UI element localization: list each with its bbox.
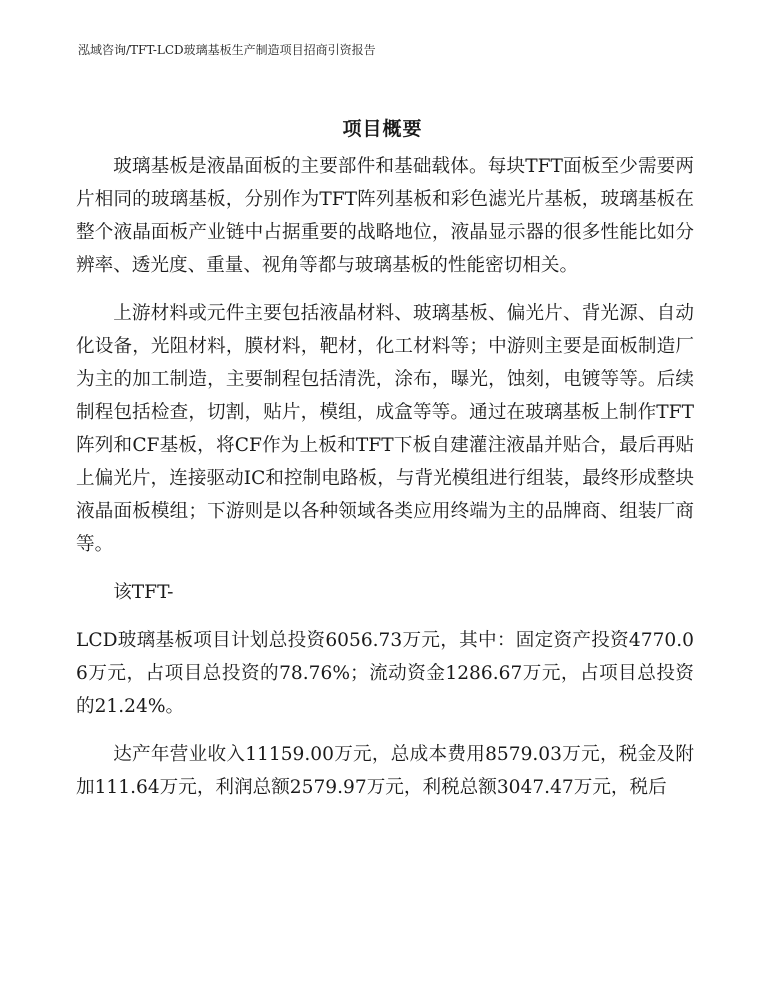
body-text	[76, 150, 694, 819]
section-title: 项目概要	[342, 118, 423, 140]
paragraph-investment: LCD玻璃基板项目计划总投资6056.73万元，其中：固定资产投资4770.06万元，占项目总投资的78.76%；流动资金1286.67万元，占项目总投资的21.24%。	[76, 630, 694, 717]
running-header: 泓域咨询/TFT-LCD玻璃基板生产制造项目招商引资报告	[78, 43, 376, 57]
paragraph-glass-substrate: 玻璃基板是液晶面板的主要部件和基础载体。每块TFT面板至少需要两片相同的玻璃基板，分别作为TFT阵列基板和彩色滤光片基板，玻璃基板在整个液晶面板产业链中占据重要的战略地位，液晶显示器的很多性能比如分辨率、透光度、重量、视角等都与玻璃基板的性能密切相关。	[76, 156, 694, 276]
paragraph-revenue: 达产年营业收入11159.00万元，总成本费用8579.03万元，税金及附加111.64万元，利润总额2579.97万元，利税总额3047.47万元，税后	[76, 744, 694, 798]
paragraph-project-intro: 该TFT-	[113, 582, 174, 603]
paragraph-industry-chain: 上游材料或元件主要包括液晶材料、玻璃基板、偏光片、背光源、自动化设备，光阻材料，膜材料，靶材，化工材料等；中游则主要是面板制造厂为主的加工制造，主要制程包括清洗，涂布，曝光，蚀刻，电镀等等。后续制程包括检查，切割，贴片，模组，成盒等等。通过在玻璃基板上制作TFT阵列和CF基板，将CF作为上板和TFT下板自建灌注液晶并贴合，最后再贴上偏光片，连接驱动IC和控制电路板，与背光模组进行组装，最终形成整块液晶面板模组；下游则是以各种领域各类应用终端为主的品牌商、组装厂商等。	[76, 303, 694, 555]
